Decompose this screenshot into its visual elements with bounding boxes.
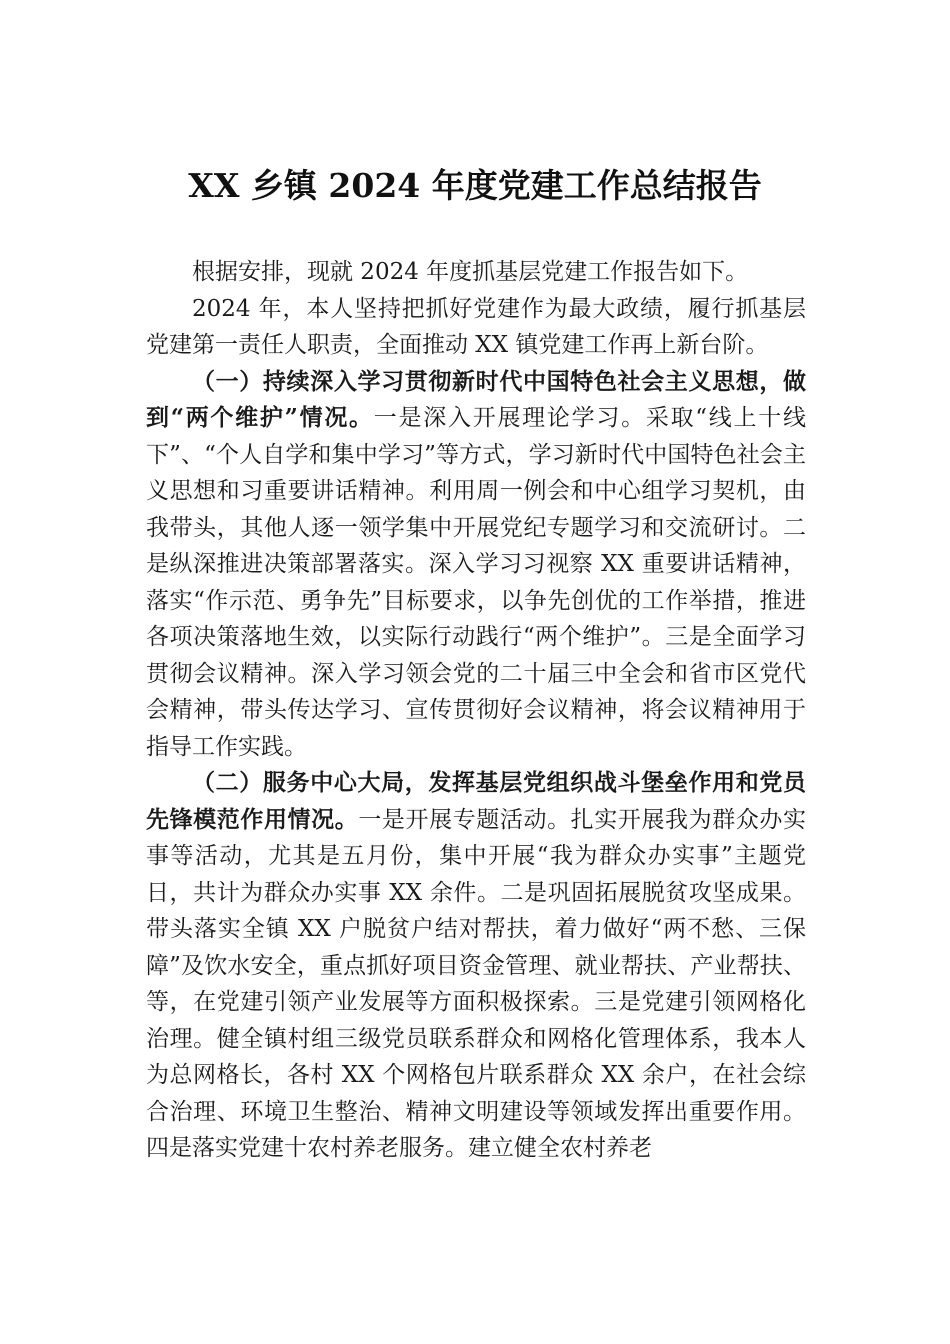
- paragraph-text: 一是开展专题活动。扎实开展我为群众办实事等活动，尤其是五月份，集中开展“我为群众办实事”主题党日，共计为群众办实事 XX 余件。二是巩固拓展脱贫攻坚成果。带头落实全镇 XX 户脱贫户结对帮扶，着力做好“两不愁、三保障”及饮水安全，重点抓好项目资金管理、就业帮扶、产业帮扶、等，在党建引领产业发展等方面积极探索。三是党建引领网格化治理。健全镇村组三级党员联系群众和网格化管理体系，我本人为总网格长，各村 XX 个网格包片联系群众 XX 余户，在社会综合治理、环境卫生整治、精神文明建设等领域发挥出重要作用。四是落实党建十农村养老服务。建立健全农村养老: [146, 806, 807, 1161]
- section-heading: （一）持续深入学习贯彻新时代中国特色社会主义思想，做到“两个维护”情况。: [146, 367, 806, 431]
- paragraph-text: 一是深入开展理论学习。采取“线上十线下”、“个人自学和集中学习”等方式，学习新时代中国特色社会主义思想和习重要讲话精神。利用周一例会和中心组学习契机，由我带头，其他人逐一领学集中开展党纪专题学习和交流研讨。二是纵深推进决策部署落实。深入学习习视察 XX 重要讲话精神，落实“作示范、勇争先”目标要求，以争先创优的工作举措，推进各项决策落地生效，以实际行动践行“两个维护”。三是全面学习贯彻会议精神。深入学习领会党的二十届三中全会和省市区党代会精神，带头传达学习、宣传贯彻好会议精神，将会议精神用于指导工作实践。: [146, 405, 806, 760]
- paragraph-overview: [146, 291, 806, 364]
- paragraph-intro: [146, 254, 806, 291]
- paragraph-text: 2024 年，本人坚持把抓好党建作为最大政绩，履行抓基层党建第一责任人职责，全面推动 XX 镇党建工作再上新台阶。: [146, 295, 806, 358]
- section-heading: （二）服务中心大局，发挥基层党组织战斗堡垒作用和党员先锋模范作用情况。: [146, 769, 806, 833]
- paragraph-section-1: [146, 364, 806, 766]
- paragraph-section-2: [146, 765, 806, 1167]
- document-title: XX 乡镇 2024 年度党建工作总结报告: [188, 166, 762, 205]
- paragraph-text: 根据安排，现就 2024 年度抓基层党建工作报告如下。: [192, 259, 749, 285]
- document-body: [146, 254, 806, 1167]
